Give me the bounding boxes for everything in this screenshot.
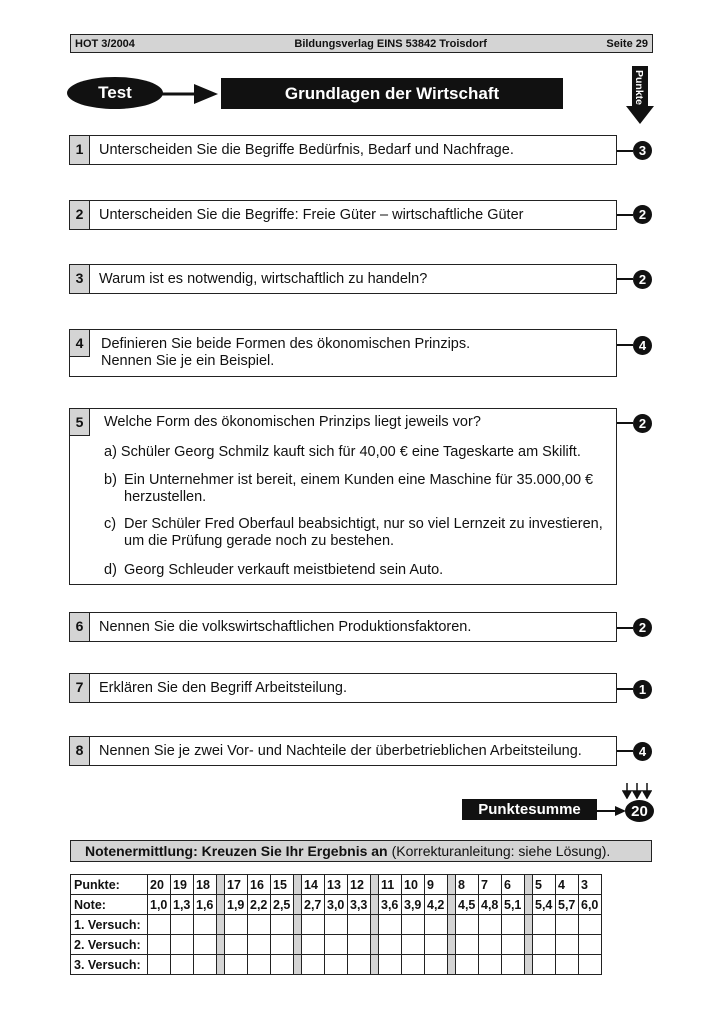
checkbox-cell[interactable] xyxy=(379,955,402,975)
question-number: 8 xyxy=(70,737,90,765)
checkbox-cell[interactable] xyxy=(533,955,556,975)
checkbox-cell[interactable] xyxy=(248,935,271,955)
table-row-note xyxy=(71,895,602,915)
punkte-arrow-icon xyxy=(626,66,654,126)
question-text: Nennen Sie je zwei Vor- und Nachteile der überbetrieblichen Arbeitsteilung. xyxy=(99,743,582,759)
table-cell: 2,2 xyxy=(248,895,271,915)
checkbox-cell[interactable] xyxy=(579,915,602,935)
checkbox-cell[interactable] xyxy=(479,915,502,935)
checkbox-cell[interactable] xyxy=(456,915,479,935)
table-cell: 11 xyxy=(379,875,402,895)
checkbox-cell[interactable] xyxy=(325,915,348,935)
item-b-line2: herzustellen. xyxy=(124,489,207,505)
checkbox-cell[interactable] xyxy=(302,935,325,955)
checkbox-cell[interactable] xyxy=(302,915,325,935)
arrow-right-icon xyxy=(597,804,627,818)
question-text: Erklären Sie den Begriff Arbeitsteilung. xyxy=(99,680,347,696)
question-text: Nennen Sie die volkswirtschaftlichen Produktionsfaktoren. xyxy=(99,619,472,635)
table-cell: 5,4 xyxy=(533,895,556,915)
points-badge: 2 xyxy=(633,270,652,289)
question-1-box xyxy=(69,135,617,165)
checkbox-cell[interactable] xyxy=(348,935,371,955)
table-row-versuch-3 xyxy=(71,955,602,975)
table-cell: 5,1 xyxy=(502,895,525,915)
checkbox-cell[interactable] xyxy=(194,955,217,975)
table-cell: 1,3 xyxy=(171,895,194,915)
question-text: Welche Form des ökonomischen Prinzips liegt jeweils vor? xyxy=(104,414,481,430)
checkbox-cell[interactable] xyxy=(556,915,579,935)
table-row-versuch-2 xyxy=(71,935,602,955)
page-header xyxy=(70,34,653,53)
table-cell: 9 xyxy=(425,875,448,895)
punktesumme-label: Punktesumme xyxy=(462,799,597,820)
checkbox-cell[interactable] xyxy=(456,935,479,955)
noten-header-bold: Notenermittlung: Kreuzen Sie Ihr Ergebnis an xyxy=(85,843,388,859)
table-row-versuch-1 xyxy=(71,915,602,935)
row-label: Punkte: xyxy=(71,875,148,895)
question-number: 4 xyxy=(70,330,90,357)
table-row-punkte xyxy=(71,875,602,895)
checkbox-cell[interactable] xyxy=(271,915,294,935)
checkbox-cell[interactable] xyxy=(379,935,402,955)
checkbox-cell[interactable] xyxy=(479,955,502,975)
noten-header xyxy=(70,840,652,862)
table-cell: 2,7 xyxy=(302,895,325,915)
table-cell: 1,6 xyxy=(194,895,217,915)
question-2-box xyxy=(69,200,617,230)
points-badge: 3 xyxy=(633,141,652,160)
checkbox-cell[interactable] xyxy=(556,935,579,955)
table-cell: 3,6 xyxy=(379,895,402,915)
table-cell: 10 xyxy=(402,875,425,895)
item-d-line1: Georg Schleuder verkauft meistbietend sein Auto. xyxy=(124,562,444,578)
question-number: 6 xyxy=(70,613,90,641)
row-label: Note: xyxy=(71,895,148,915)
points-badge: 4 xyxy=(633,336,652,355)
table-cell: 4 xyxy=(556,875,579,895)
table-cell: 19 xyxy=(171,875,194,895)
checkbox-cell[interactable] xyxy=(271,935,294,955)
item-c-label: c) xyxy=(104,516,117,532)
down-arrows-icon xyxy=(622,783,652,799)
checkbox-cell[interactable] xyxy=(271,955,294,975)
item-b-line1: Ein Unternehmer ist bereit, einem Kunden eine Maschine für 35.000,00 € xyxy=(124,472,594,488)
checkbox-cell[interactable] xyxy=(402,915,425,935)
table-cell: 20 xyxy=(148,875,171,895)
question-7-box xyxy=(69,673,617,703)
checkbox-cell[interactable] xyxy=(148,935,171,955)
checkbox-cell[interactable] xyxy=(225,915,248,935)
points-badge: 2 xyxy=(633,414,652,433)
checkbox-cell[interactable] xyxy=(579,955,602,975)
table-cell: 3,3 xyxy=(348,895,371,915)
test-label: Test xyxy=(67,77,163,109)
checkbox-cell[interactable] xyxy=(425,915,448,935)
checkbox-cell[interactable] xyxy=(425,955,448,975)
table-cell: 5,7 xyxy=(556,895,579,915)
checkbox-cell[interactable] xyxy=(248,955,271,975)
arrow-right-icon xyxy=(160,82,220,106)
table-cell: 3,0 xyxy=(325,895,348,915)
question-4-box xyxy=(69,329,617,377)
question-number: 1 xyxy=(70,136,90,164)
question-text-line2: Nennen Sie je ein Beispiel. xyxy=(101,353,275,369)
header-publisher: Bildungsverlag EINS 53842 Troisdorf xyxy=(294,37,487,50)
checkbox-cell[interactable] xyxy=(225,955,248,975)
header-issue: HOT 3/2004 xyxy=(75,37,135,50)
table-cell: 16 xyxy=(248,875,271,895)
checkbox-cell[interactable] xyxy=(171,935,194,955)
checkbox-cell[interactable] xyxy=(502,955,525,975)
table-cell: 13 xyxy=(325,875,348,895)
question-3-box xyxy=(69,264,617,294)
checkbox-cell[interactable] xyxy=(502,915,525,935)
question-text-line1: Definieren Sie beide Formen des ökonomischen Prinzips. xyxy=(101,336,471,352)
checkbox-cell[interactable] xyxy=(248,915,271,935)
question-number: 3 xyxy=(70,265,90,293)
table-cell: 4,2 xyxy=(425,895,448,915)
table-cell: 4,5 xyxy=(456,895,479,915)
table-cell: 12 xyxy=(348,875,371,895)
checkbox-cell[interactable] xyxy=(148,915,171,935)
checkbox-cell[interactable] xyxy=(325,935,348,955)
checkbox-cell[interactable] xyxy=(225,935,248,955)
table-cell: 8 xyxy=(456,875,479,895)
checkbox-cell[interactable] xyxy=(502,935,525,955)
points-badge: 2 xyxy=(633,618,652,637)
checkbox-cell[interactable] xyxy=(425,935,448,955)
points-badge: 2 xyxy=(633,205,652,224)
question-text: Unterscheiden Sie die Begriffe: Freie Güter – wirtschaftliche Güter xyxy=(99,207,524,223)
question-number: 5 xyxy=(70,409,90,436)
table-cell: 6 xyxy=(502,875,525,895)
question-number: 2 xyxy=(70,201,90,229)
question-8-box xyxy=(69,736,617,766)
checkbox-cell[interactable] xyxy=(533,915,556,935)
punktesumme-total: 20 xyxy=(625,800,654,822)
question-text: Unterscheiden Sie die Begriffe Bedürfnis, Bedarf und Nachfrage. xyxy=(99,142,514,158)
checkbox-cell[interactable] xyxy=(479,935,502,955)
row-label: 2. Versuch: xyxy=(71,935,148,955)
points-badge: 1 xyxy=(633,680,652,699)
checkbox-cell[interactable] xyxy=(533,935,556,955)
checkbox-cell[interactable] xyxy=(171,915,194,935)
points-badge: 4 xyxy=(633,742,652,761)
item-b-label: b) xyxy=(104,472,117,488)
table-cell: 1,0 xyxy=(148,895,171,915)
grade-table xyxy=(70,874,602,975)
row-label: 1. Versuch: xyxy=(71,915,148,935)
checkbox-cell[interactable] xyxy=(402,935,425,955)
table-cell: 4,8 xyxy=(479,895,502,915)
table-cell: 5 xyxy=(533,875,556,895)
item-c-line2: um die Prüfung gerade noch zu bestehen. xyxy=(124,533,395,549)
table-cell: 15 xyxy=(271,875,294,895)
table-cell: 18 xyxy=(194,875,217,895)
checkbox-cell[interactable] xyxy=(556,955,579,975)
page-title: Grundlagen der Wirtschaft xyxy=(221,78,563,109)
item-c-line1: Der Schüler Fred Oberfaul beabsichtigt, nur so viel Lernzeit zu investieren, xyxy=(124,516,603,532)
question-number: 7 xyxy=(70,674,90,702)
table-cell: 14 xyxy=(302,875,325,895)
question-text: Warum ist es notwendig, wirtschaftlich zu handeln? xyxy=(99,271,428,287)
checkbox-cell[interactable] xyxy=(402,955,425,975)
punkte-label: Punkte xyxy=(633,70,645,106)
checkbox-cell[interactable] xyxy=(579,935,602,955)
checkbox-cell[interactable] xyxy=(194,915,217,935)
item-d-label: d) xyxy=(104,562,117,578)
table-cell: 2,5 xyxy=(271,895,294,915)
table-cell: 6,0 xyxy=(579,895,602,915)
row-label: 3. Versuch: xyxy=(71,955,148,975)
checkbox-cell[interactable] xyxy=(348,955,371,975)
checkbox-cell[interactable] xyxy=(171,955,194,975)
table-cell: 3 xyxy=(579,875,602,895)
checkbox-cell[interactable] xyxy=(148,955,171,975)
checkbox-cell[interactable] xyxy=(456,955,479,975)
table-cell: 7 xyxy=(479,875,502,895)
checkbox-cell[interactable] xyxy=(302,955,325,975)
header-page-number: Seite 29 xyxy=(606,37,648,50)
noten-header-note: (Korrekturanleitung: siehe Lösung). xyxy=(391,843,611,859)
item-a: a) Schüler Georg Schmilz kauft sich für 40,00 € eine Tageskarte am Skilift. xyxy=(104,444,581,460)
table-cell: 3,9 xyxy=(402,895,425,915)
table-cell: 1,9 xyxy=(225,895,248,915)
checkbox-cell[interactable] xyxy=(348,915,371,935)
checkbox-cell[interactable] xyxy=(325,955,348,975)
question-5-box xyxy=(69,408,617,585)
table-cell: 17 xyxy=(225,875,248,895)
question-6-box xyxy=(69,612,617,642)
checkbox-cell[interactable] xyxy=(194,935,217,955)
checkbox-cell[interactable] xyxy=(379,915,402,935)
